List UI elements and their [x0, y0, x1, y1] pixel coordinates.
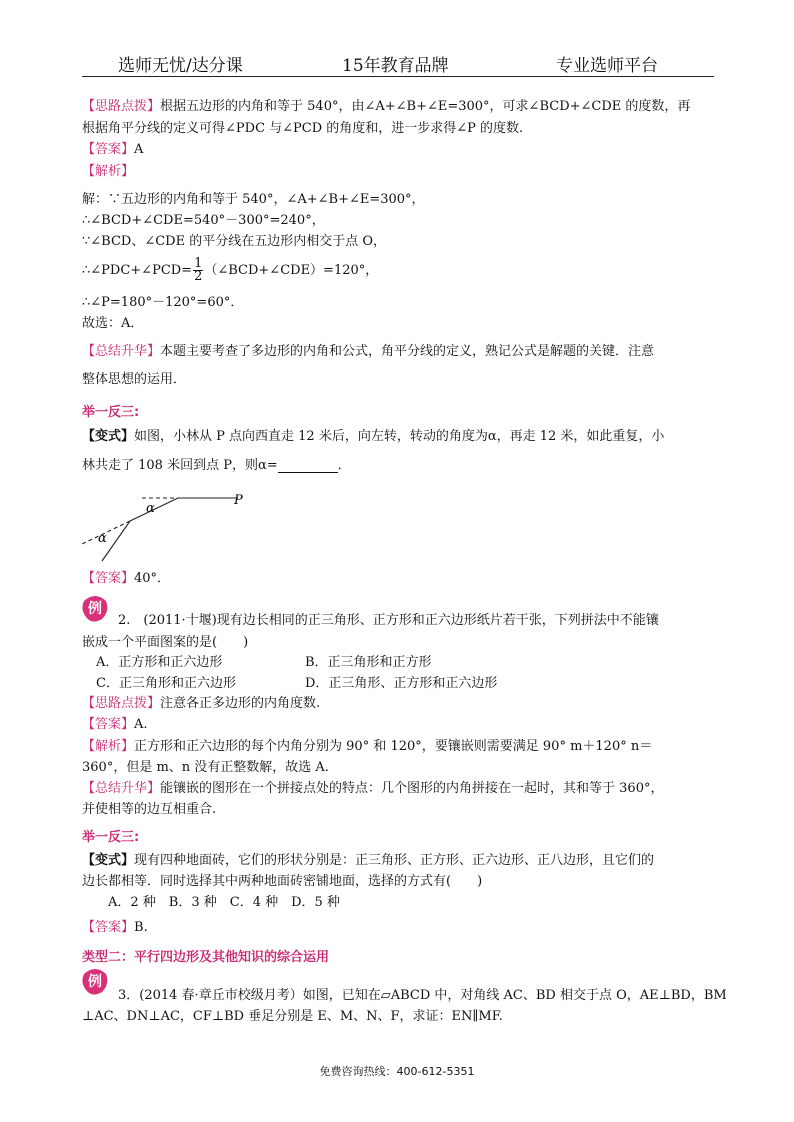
- answer-tag: 【答案】: [82, 717, 135, 732]
- walking-path-figure: [80, 486, 260, 566]
- answer-value: A.: [134, 717, 148, 732]
- q1-solution-line4: [82, 258, 378, 284]
- q3-stem-line2: ⊥AC、DN⊥AC，CF⊥BD 垂足分别是 E、M、N、F，求证：EN∥MF.: [82, 1009, 503, 1024]
- q1-summary-line1: [82, 345, 654, 359]
- answer-tag: 【答案】: [82, 571, 135, 586]
- summary-text: 本题主要考查了多边形的内角和公式，角平分线的定义，熟记公式是解题的关键．注意: [160, 344, 655, 359]
- q2-stem-line1: 2. (2011·十堰)现有边长相同的正三角形、正方形和正六边形纸片若干张，下列拼法中不能镶: [118, 613, 659, 628]
- q1-solution-line2: ∴∠BCD+∠CDE=540°－300°=240°，: [82, 213, 325, 228]
- variant1-heading: 举一反三:: [82, 405, 140, 420]
- header-right: 专业选师平台: [556, 56, 658, 76]
- q2-option-b[interactable]: B．正三角形和正方形: [305, 655, 432, 670]
- variant2-line2: 边长都相等．同时选择其中两种地面砖密铺地面，选择的方式有( ): [82, 874, 483, 889]
- answer-blank[interactable]: [278, 461, 338, 473]
- q2-answer: [82, 718, 148, 732]
- variant1-line2: [82, 459, 351, 473]
- q2-summary-line2: 并使相等的边互相重合.: [82, 802, 217, 817]
- variant-tag: 【变式】: [82, 429, 135, 444]
- q2-analysis-line1: [82, 740, 652, 754]
- q2-option-d[interactable]: D．正三角形、正方形和正六边形: [305, 676, 498, 691]
- q1-analysis-tag: 【解析】: [82, 164, 135, 179]
- answer-value: B.: [134, 920, 148, 935]
- variant2-options[interactable]: A．2 种 B．3 种 C．4 种 D．5 种: [108, 895, 340, 910]
- hint-tag: 【思路点拨】: [82, 696, 161, 711]
- answer-tag: 【答案】: [82, 920, 135, 935]
- answer-tag: 【答案】: [82, 142, 135, 157]
- q1-hint-line2: 根据角平分线的定义可得∠PDC 与∠PCD 的角度和，进一步求得∠P 的度数.: [82, 121, 524, 136]
- q1-solution-line6: 故选：A．: [82, 316, 144, 331]
- q2-summary-line1: [82, 782, 663, 796]
- analysis-text: 正方形和正六边形的每个内角分别为 90° 和 120°，要镶嵌则需要满足 90° m＋120° n＝: [134, 739, 653, 754]
- variant-text: 现有四种地面砖，它们的形状分别是：正三角形、正方形、正六边形、正八边形，且它们的: [134, 853, 655, 868]
- hint-text: 根据五边形的内角和等于 540°，由∠A+∠B+∠E=300°，可求∠BCD+∠CDE 的度数，再: [160, 99, 691, 114]
- header-left: 选师无忧/达分课: [118, 56, 243, 76]
- variant-text-pre: 林共走了 108 米回到点 P，则α=: [82, 458, 278, 473]
- q2-stem-line2: 嵌成一个平面图案的是( ): [82, 635, 249, 650]
- alpha-label-lower: α: [98, 531, 107, 546]
- formula-right: （∠BCD+∠CDE）=120°，: [204, 263, 379, 278]
- header-center: 15年教育品牌: [342, 56, 449, 76]
- summary-text: 能镶嵌的图形在一个拼接点处的特点：几个图形的内角拼接在一起时，其和等于 360°，: [160, 781, 664, 796]
- summary-tag: 【总结升华】: [82, 344, 161, 359]
- variant-text-post: ．: [337, 458, 351, 473]
- variant2-line1: [82, 854, 654, 868]
- type2-heading: 类型二：平行四边形及其他知识的综合运用: [82, 950, 330, 965]
- q1-hint-line1: [82, 100, 690, 114]
- svg-text:例: 例: [88, 974, 102, 990]
- formula-left: ∴∠PDC+∠PCD=: [82, 263, 193, 278]
- q2-option-a[interactable]: A．正方形和正六边形: [96, 655, 223, 670]
- q1-summary-line2: 整体思想的运用．: [82, 372, 187, 387]
- q1-solution-line1: 解：∵五边形的内角和等于 540°，∠A+∠B+∠E=300°，: [82, 192, 425, 207]
- fraction-denominator: 2: [194, 269, 203, 284]
- variant-tag: 【变式】: [82, 853, 135, 868]
- hint-text: 注意各正多边形的内角度数.: [160, 696, 321, 711]
- variant-text: 如图，小林从 P 点向西直走 12 米后，向左转，转动的角度为α，再走 12 米，如此重复，小: [134, 429, 665, 444]
- analysis-tag: 【解析】: [82, 739, 135, 754]
- q2-hint: [82, 697, 320, 711]
- variant2-heading: 举一反三:: [82, 830, 140, 845]
- q1-answer: [82, 143, 143, 157]
- q2-option-c[interactable]: C．正三角形和正六边形: [96, 676, 236, 691]
- variant1-answer: [82, 572, 170, 586]
- footer-hotline: 免费咨询热线：400-612-5351: [319, 1065, 475, 1078]
- point-p-label: P: [234, 493, 243, 508]
- alpha-label-top: α: [146, 501, 155, 516]
- answer-value: 40°．: [134, 571, 171, 586]
- summary-tag: 【总结升华】: [82, 781, 161, 796]
- q2-analysis-line2: 360°，但是 m、n 没有正整数解，故选 A.: [82, 760, 329, 775]
- q1-solution-line5: ∴∠P=180°－120°=60°．: [82, 295, 244, 310]
- hint-tag: 【思路点拨】: [82, 99, 161, 114]
- variant2-answer: [82, 921, 148, 935]
- fraction-numerator: 1: [194, 256, 203, 271]
- answer-value: A: [134, 142, 144, 157]
- fraction-one-half: [193, 258, 203, 283]
- svg-text:例: 例: [88, 601, 102, 617]
- q1-solution-line3: ∵∠BCD、∠CDE 的平分线在五边形内相交于点 O，: [82, 234, 387, 249]
- q3-stem-line1: 3．(2014 春·章丘市校级月考）如图，已知在▱ABCD 中，对角线 AC、BD 相交于点 O，AE⊥BD，BM: [118, 988, 727, 1003]
- variant1-line1: [82, 430, 664, 444]
- example-badge-icon: [80, 593, 110, 623]
- example-badge-icon: [80, 966, 110, 996]
- header-divider: [82, 76, 714, 77]
